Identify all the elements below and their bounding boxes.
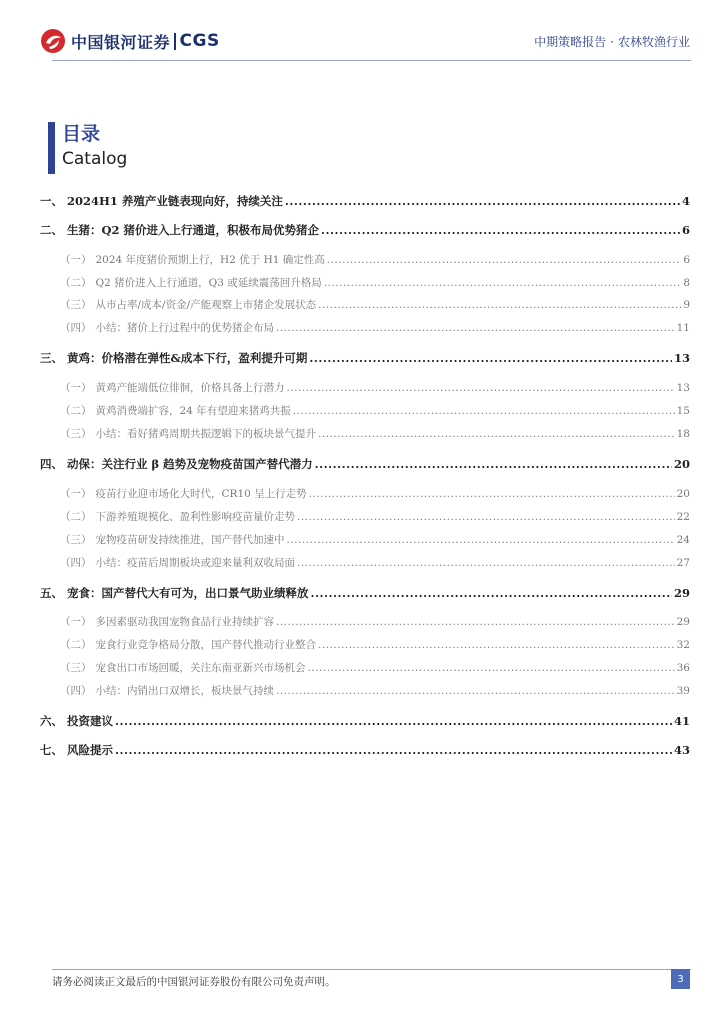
page-number: 3 <box>671 969 690 989</box>
toc-number: 四、 <box>40 457 63 471</box>
toc-page-number: 36 <box>676 662 690 674</box>
page-title-cn: 目录 <box>62 123 101 145</box>
toc-title: 黄鸡：价格潜在弹性&成本下行，盈利提升可期 <box>67 351 308 365</box>
toc-section-entry[interactable] <box>40 742 690 758</box>
toc-number: 一、 <box>40 194 63 208</box>
toc-dot-leader <box>297 511 675 523</box>
toc-page-number: 15 <box>676 405 690 417</box>
toc-title: 小结：猪价上行过程中的优势猪企布局 <box>95 322 274 334</box>
toc-section-entry[interactable] <box>40 222 690 238</box>
toc-title: 黄鸡产能端低位徘徊，价格具备上行潜力 <box>95 382 285 394</box>
header-divider <box>52 60 691 61</box>
toc-dot-leader <box>309 488 675 500</box>
toc-title: 2024 年度猪价预期上行，H2 优于 H1 确定性高 <box>95 254 325 266</box>
toc-number: （三） <box>60 299 92 311</box>
toc-title: 黄鸡消费端扩容，24 年有望迎来猪鸡共振 <box>95 405 291 417</box>
toc-page-number: 39 <box>676 685 690 697</box>
toc-page-number: 8 <box>683 277 690 289</box>
toc-title: 宠食：国产替代大有可为，出口景气助业绩释放 <box>67 586 309 600</box>
toc-page-number: 29 <box>676 616 690 628</box>
page-title-en: Catalog <box>62 149 128 169</box>
toc-page-number: 4 <box>681 194 690 208</box>
cgs-logo <box>40 28 220 54</box>
toc-dot-leader <box>276 685 675 697</box>
toc-subsection-entry[interactable] <box>40 683 690 698</box>
toc-number: （四） <box>60 685 92 697</box>
toc-dot-leader <box>115 743 672 757</box>
toc-page-number: 32 <box>676 639 690 651</box>
toc-subsection-entry[interactable] <box>40 509 690 524</box>
toc-subsection-entry[interactable] <box>40 637 690 652</box>
toc-section-entry[interactable] <box>40 456 690 472</box>
toc-number: （三） <box>60 428 92 440</box>
toc-subsection-entry[interactable] <box>40 297 690 312</box>
title-accent-bar <box>48 122 55 174</box>
toc-title: 从市占率/成本/资金/产能观察上市猪企发展状态 <box>95 299 317 311</box>
toc-page-number: 9 <box>683 299 690 311</box>
toc-dot-leader <box>308 662 675 674</box>
toc-subsection-entry[interactable] <box>40 555 690 570</box>
toc-number: （三） <box>60 534 92 546</box>
toc-dot-leader <box>287 382 675 394</box>
logo-text-cn: 中国银河证券 <box>71 32 171 52</box>
toc-title: 小结：疫苗后周期板块或迎来量利双收局面 <box>95 557 295 569</box>
toc-title: 风险提示 <box>67 743 113 757</box>
logo-divider <box>174 33 176 50</box>
toc-dot-leader <box>287 534 675 546</box>
toc-dot-leader <box>327 254 682 266</box>
toc-section-entry[interactable] <box>40 585 690 601</box>
toc-number: 五、 <box>40 586 63 600</box>
logo-text-en: CGS <box>179 31 220 51</box>
toc-number: （一） <box>60 616 92 628</box>
report-meta <box>534 33 690 50</box>
disclaimer-text: 请务必阅读正文最后的中国银河证券股份有限公司免责声明。 <box>52 976 336 988</box>
toc-dot-leader <box>318 428 675 440</box>
report-type: 中期策略报告 <box>534 35 607 49</box>
toc-title: 宠物疫苗研发持续推进，国产替代加速中 <box>95 534 285 546</box>
toc-dot-leader <box>311 586 672 600</box>
toc-subsection-entry[interactable] <box>40 320 690 335</box>
toc-page-number: 6 <box>681 223 690 237</box>
toc-subsection-entry[interactable] <box>40 380 690 395</box>
toc-dot-leader <box>276 616 675 628</box>
toc-number: （二） <box>60 639 92 651</box>
toc-number: 六、 <box>40 714 63 728</box>
toc-page-number: 24 <box>676 534 690 546</box>
toc-title: 生猪：Q2 猪价进入上行通道，积极布局优势猪企 <box>67 223 320 237</box>
toc-number: （四） <box>60 322 92 334</box>
toc-number: （四） <box>60 557 92 569</box>
toc-page-number: 11 <box>676 322 690 334</box>
toc-title: 疫苗行业迎市场化大时代，CR10 呈上行走势 <box>95 488 307 500</box>
toc-dot-leader <box>324 277 682 289</box>
toc-dot-leader <box>293 405 675 417</box>
toc-dot-leader <box>297 557 675 569</box>
toc-dot-leader <box>315 457 672 471</box>
toc-title: 动保：关注行业 β 趋势及宠物疫苗国产替代潜力 <box>67 457 313 471</box>
toc-title: 下游养殖规模化、盈利性影响疫苗量价走势 <box>95 511 295 523</box>
toc-title: Q2 猪价进入上行通道，Q3 或延续震荡回升格局 <box>95 277 322 289</box>
toc-page-number: 27 <box>676 557 690 569</box>
toc-title: 小结：看好猪鸡周期共振逻辑下的板块景气提升 <box>95 428 316 440</box>
toc-page-number: 13 <box>673 351 690 365</box>
toc-number: （一） <box>60 382 92 394</box>
toc-dot-leader <box>318 299 681 311</box>
toc-number: （一） <box>60 488 92 500</box>
toc-section-entry[interactable] <box>40 713 690 729</box>
toc-subsection-entry[interactable] <box>40 252 690 267</box>
toc-section-entry[interactable] <box>40 193 690 209</box>
toc-title: 宠食出口市场回暖，关注东南亚新兴市场机会 <box>95 662 306 674</box>
toc-page-number: 13 <box>676 382 690 394</box>
toc-subsection-entry[interactable] <box>40 426 690 441</box>
toc-title: 投资建议 <box>67 714 113 728</box>
toc-subsection-entry[interactable] <box>40 532 690 547</box>
toc-number: 二、 <box>40 223 63 237</box>
toc-dot-leader <box>115 714 672 728</box>
toc-title: 多因素驱动我国宠物食品行业持续扩容 <box>95 616 274 628</box>
toc-page-number: 22 <box>676 511 690 523</box>
toc-dot-leader <box>276 322 675 334</box>
toc-number: （一） <box>60 254 92 266</box>
toc-page-number: 6 <box>683 254 690 266</box>
toc-number: 三、 <box>40 351 63 365</box>
toc-subsection-entry[interactable] <box>40 660 690 675</box>
toc-page-number: 29 <box>673 586 690 600</box>
toc-page-number: 43 <box>673 743 690 757</box>
toc-page-number: 41 <box>673 714 690 728</box>
toc-page-number: 20 <box>676 488 690 500</box>
page-header <box>0 0 724 60</box>
toc-dot-leader <box>321 223 680 237</box>
toc-number: （二） <box>60 511 92 523</box>
industry-name: 农林牧渔行业 <box>617 35 690 49</box>
toc-number: （二） <box>60 405 92 417</box>
toc-subsection-entry[interactable] <box>40 486 690 501</box>
toc-page-number: 18 <box>676 428 690 440</box>
toc-subsection-entry[interactable] <box>40 614 690 629</box>
footer-divider <box>52 969 691 970</box>
toc-subsection-entry[interactable] <box>40 403 690 418</box>
toc-page-number: 20 <box>673 457 690 471</box>
toc-number: （三） <box>60 662 92 674</box>
toc-dot-leader <box>285 194 680 208</box>
toc-number: 七、 <box>40 743 63 757</box>
toc-title: 宠食行业竞争格局分散，国产替代推动行业整合 <box>95 639 316 651</box>
toc-subsection-entry[interactable] <box>40 275 690 290</box>
toc-dot-leader <box>318 639 675 651</box>
toc-number: （二） <box>60 277 92 289</box>
toc-section-entry[interactable] <box>40 350 690 366</box>
toc-dot-leader <box>309 351 672 365</box>
meta-separator: · <box>610 35 614 49</box>
toc-title: 2024H1 养殖产业链表现向好，持续关注 <box>67 194 283 208</box>
toc-title: 小结：内销出口双增长，板块景气持续 <box>95 685 274 697</box>
cgs-logo-icon <box>40 28 66 54</box>
